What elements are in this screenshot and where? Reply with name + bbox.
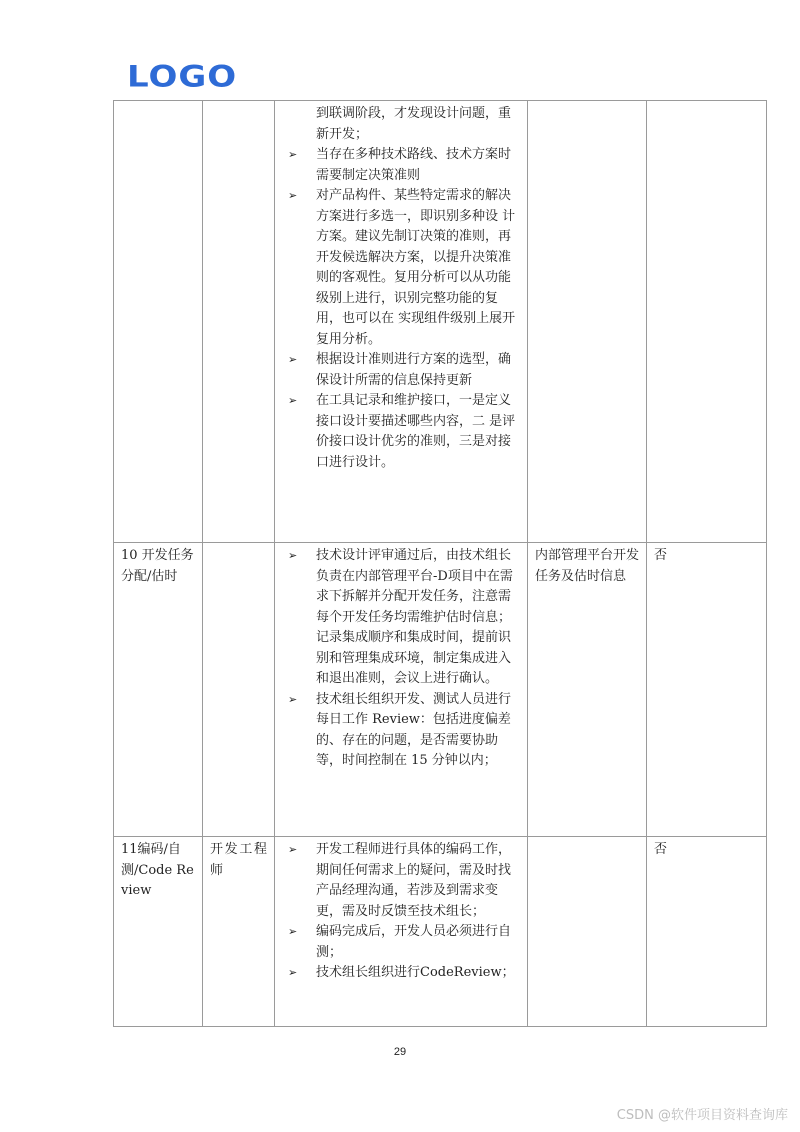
page-number: 29: [393, 1046, 407, 1058]
list-item: ➢ 编码完成后，开发人员必须进行自测；: [282, 922, 520, 963]
list-item: ➢ 对产品构件、某些特定需求的解决方案进行多选一，即识别多种设 计方案。建议先制订决策的准则，再开发候选解决方案，以提升决策准则的客观性。复用分析可以从功能级别上进行，识别完整功能的复用，也可以在 实现组件级别上展开复用分析。: [282, 186, 520, 350]
activity-cell: [275, 543, 528, 837]
process-table: [113, 100, 767, 1027]
list-item: ➢ 技术组长组织开发、测试人员进行每日工作 Review：包括进度偏差的、存在的问题，是否需要协助等，时间控制在 15 分钟以内；: [282, 690, 520, 772]
arrow-bullet-icon: ➢: [288, 925, 298, 938]
arrow-bullet-icon: ➢: [288, 394, 298, 407]
table-row: [114, 837, 767, 1027]
arrow-bullet-icon: ➢: [288, 189, 298, 202]
csdn-watermark: CSDN @软件项目资料查询库: [616, 1108, 788, 1123]
activity-cell: [275, 101, 528, 543]
arrow-bullet-icon: ➢: [288, 843, 298, 856]
flag-cell: 否: [647, 837, 767, 1027]
list-item: ➢ 在工具记录和维护接口，一是定义接口设计要描述哪些内容，二 是评价接口设计优劣的准则，三是对接口进行设计。: [282, 391, 520, 473]
list-item: ➢ 技术设计评审通过后，由技术组长负责在内部管理平台-D项目中在需求下拆解并分配开发任务，注意需每个开发任务均需维护估时信息；记录集成顺序和集成时间，提前识别和管理集成环境，制定集成进入和退出准则，会议上进行确认。: [282, 546, 520, 690]
step-cell: 10 开发任务分配/估时: [114, 543, 203, 837]
role-text: 开发工程师: [210, 842, 267, 878]
role-cell: [203, 543, 275, 837]
flag-cell: 否: [647, 543, 767, 837]
table-row: [114, 101, 767, 543]
arrow-bullet-icon: ➢: [288, 148, 298, 161]
arrow-bullet-icon: ➢: [288, 549, 298, 562]
table-row: [114, 543, 767, 837]
flag-cell: [647, 101, 767, 543]
activity-cell: [275, 837, 528, 1027]
output-cell: [528, 837, 647, 1027]
role-cell: [203, 837, 275, 1027]
list-item: ➢ 根据设计准则进行方案的选型，确保设计所需的信息保持更新: [282, 350, 520, 391]
list-item: ➢ 技术组长组织进行CodeReview；: [282, 963, 520, 984]
arrow-bullet-icon: ➢: [288, 966, 298, 979]
list-item: ➢ 当存在多种技术路线、技术方案时需要制定决策准则: [282, 145, 520, 186]
list-item: ➢ 开发工程师进行具体的编码工作，期间任何需求上的疑问，需及时找产品经理沟通，若涉及到需求变更，需及时反馈至技术组长；: [282, 840, 520, 922]
output-cell: [528, 101, 647, 543]
step-cell: [114, 101, 203, 543]
arrow-bullet-icon: ➢: [288, 353, 298, 366]
continued-text: 到联调阶段，才发现设计问题，重新开发；: [316, 106, 512, 142]
output-cell: 内部管理平台开发任务及估时信息: [528, 543, 647, 837]
arrow-bullet-icon: ➢: [288, 692, 298, 706]
company-logo: LOGO: [127, 60, 238, 94]
step-cell: 11编码/自测/Code Review: [114, 837, 203, 1027]
role-cell: [203, 101, 275, 543]
